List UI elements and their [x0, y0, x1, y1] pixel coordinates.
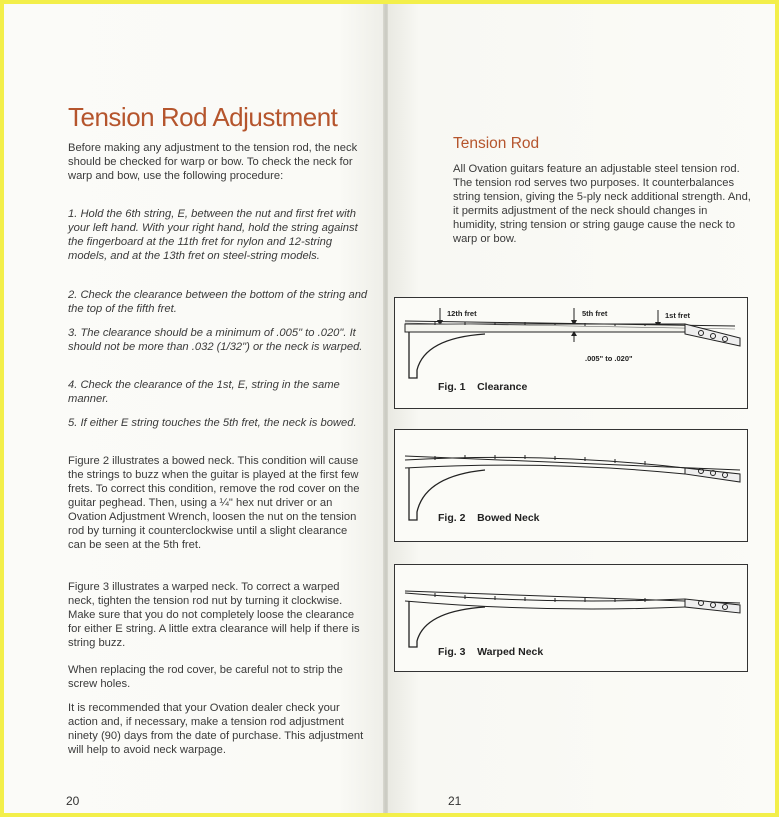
label-12th-fret: 12th fret — [447, 309, 477, 318]
figure-2-bowed-neck — [394, 429, 748, 542]
label-1st-fret: 1st fret — [665, 311, 691, 320]
intro-paragraph: Before making any adjustment to the tension rod, the neck should be checked for warp or bow. To check the neck for warp and bow, use the following procedure: — [68, 142, 358, 182]
page-title: Tension Rod Adjustment — [68, 102, 338, 132]
step-4: 4. Check the clearance of the 1st, E, string in the same manner. — [68, 379, 340, 405]
dealer-paragraph: It is recommended that your Ovation dealer check your action and, if necessary, make a tension rod adjustment ninety (90) days from the date of purchase. This adjustment will help to avoid neck warpage. — [68, 702, 364, 756]
warped-neck-paragraph: Figure 3 illustrates a warped neck. To correct a warped neck, tighten the tension rod nut by turning it clockwise. Make sure that you do not completely loose the clearance for either E string. A little extra clearance will help if there is string buzz. — [68, 581, 360, 649]
page-number-right: 21 — [448, 794, 462, 808]
left-page — [4, 4, 384, 813]
right-page — [388, 4, 775, 813]
rod-cover-paragraph: When replacing the rod cover, be careful not to strip the screw holes. — [68, 664, 343, 690]
figure-1-clearance — [394, 297, 748, 409]
section-title: Tension Rod — [453, 135, 540, 152]
label-5th-fret: 5th fret — [582, 309, 608, 318]
section-body: All Ovation guitars feature an adjustable steel tension rod. The tension rod serves two purposes. It counterbalances string tension, giving the 5-ply neck additional strength. And, it permits adjustment of the neck should changes in humidity, string tension or string gauge cause the neck to warp or bow. — [453, 163, 751, 245]
step-2: 2. Check the clearance between the bottom of the string and the top of the fifth fret. — [68, 289, 368, 315]
figure-1-caption: Fig. 1 Clearance — [438, 381, 528, 393]
figure-2-caption: Fig. 2 Bowed Neck — [438, 512, 540, 524]
step-3: 3. The clearance should be a minimum of .005" to .020". It should not be more than .032 (1/32") or the neck is warped. — [68, 327, 363, 353]
figure-3-caption: Fig. 3 Warped Neck — [438, 646, 544, 658]
figure-3-warped-neck — [394, 564, 748, 672]
step-1: 1. Hold the 6th string, E, between the nut and first fret with your left hand. With your right hand, hold the string against the fingerboard at the 11th fret for nylon and 12-string models, and at the 13th fret on steel-string models. — [68, 208, 358, 262]
label-clearance-range: .005" to .020" — [585, 354, 633, 363]
step-5: 5. If either E string touches the 5th fret, the neck is bowed. — [68, 417, 357, 429]
bowed-neck-paragraph: Figure 2 illustrates a bowed neck. This condition will cause the strings to buzz when the guitar is played at the first few frets. To correct this condition, remove the rod cover on the guitar peghead. Then, using a ¼" hex nut driver or an Ovation Adjustment Wrench, loosen the nut on the tension rod by turning it counterclockwise until a slight clearance can be seen at the 5th fret. — [68, 455, 360, 551]
fig2-neck-illustration — [395, 430, 747, 541]
page-number-left: 20 — [66, 794, 80, 808]
